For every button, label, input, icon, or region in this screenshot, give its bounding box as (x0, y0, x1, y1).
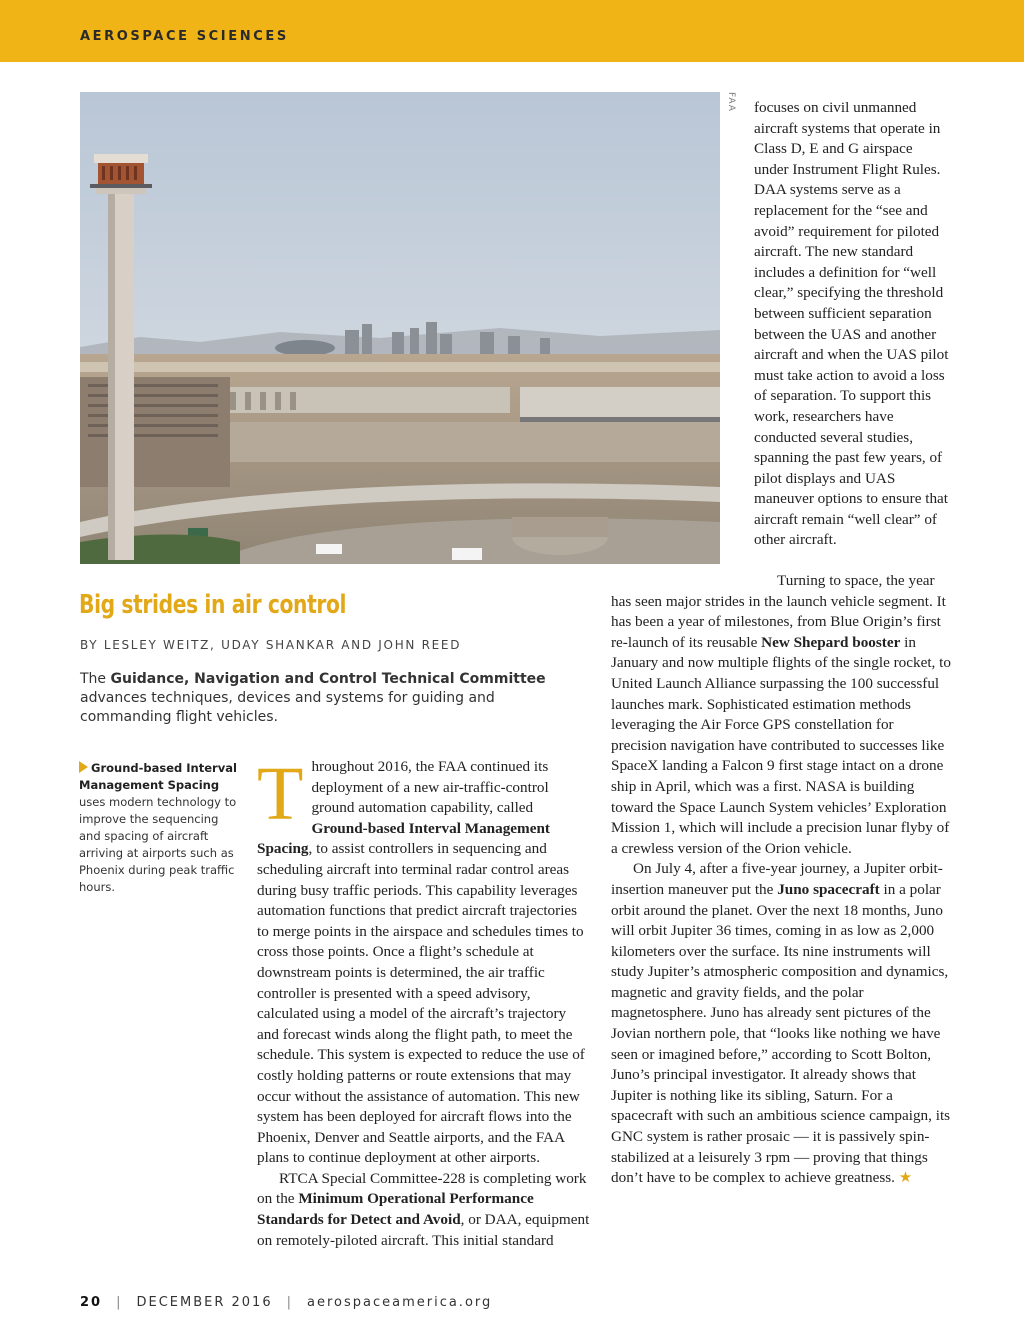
page-footer (80, 1295, 492, 1310)
dek-lead: The (80, 671, 111, 687)
website-link[interactable]: aerospaceamerica.org (307, 1295, 493, 1310)
p4-text-b: in a polar orbit around the planet. Over the next 18 months, Juno will orbit Jupiter 36 times, coming in as low as 2,000 kilometers over the surface. Its nine instruments will study Jupiter’s atmospheric composition and dynamics, magnetic and gravity fields, and the polar magnetosphere. Juno has already sent pictures of the Jovian northern pole, that “looks like nothing we have seen or imagined before,” according to Scott Bolton, Juno’s principal investigator. It already shows that Jupiter is nothing like its sibling, Saturn. For a spacecraft with such an ambitious science campaign, its GNC system is rather prosaic — it is passively spin-stabilized at a leisurely 3 rpm — proving that things don’t have to be complex to achieve greatness. (611, 880, 951, 1187)
article-column-right-bottom (611, 571, 951, 1189)
article-column-right-top (754, 98, 950, 551)
gims-term: Ground-based Interval Management Spacing (257, 819, 550, 858)
paragraph-2 (257, 1169, 590, 1251)
caption-bold: Ground-based Interval Management Spacing (79, 761, 237, 792)
article-dek (80, 670, 550, 727)
airport-tower-scene (80, 92, 720, 564)
juno-spacecraft-term: Juno spacecraft (777, 880, 880, 898)
dek-committee-name: Guidance, Navigation and Control Technical Committee (110, 671, 546, 687)
section-label: AEROSPACE SCIENCES (80, 29, 289, 44)
p2-text-b: , or DAA, equipment on remotely-piloted aircraft. This initial standard (257, 1211, 590, 1249)
caption-text: uses modern technology to improve the sequencing and spacing of aircraft arriving at airports such as Phoenix during peak traffic hours. (79, 795, 237, 894)
p1-text-a: hroughout 2016, the FAA continued its deployment of a new air-traffic-control ground automation capability, called (311, 758, 549, 817)
p3-text-b: in January and now multiple flights of the single rocket, to United Launch Alliance surpassing the 100 successful launches mark. Sophisticated estimation methods leveraging the Air Force GPS constellation for precision navigation have contributed to successes like SpaceX landing a Falcon 9 first stage intact on a drone ship in April, which was a first. NASA is building toward the Space Launch System vehicles’ Exploration Mission 1, which will include a precision lunar flyby of a crewless version of the Orion vehicle. (611, 633, 951, 857)
p2-text-a: RTCA Special Committee-228 is completing work on the (257, 1169, 587, 1208)
paragraph-1 (257, 752, 590, 1169)
page-number: 20 (80, 1295, 103, 1310)
article-column-left (257, 752, 590, 1251)
issue-date: DECEMBER 2016 (136, 1295, 273, 1310)
airport-photo (80, 92, 720, 564)
mops-daa-term: Minimum Operational Performance Standards for Detect and Avoid (257, 1190, 534, 1229)
drop-cap: T (257, 752, 304, 836)
paragraph-2-continued: focuses on civil unmanned aircraft systems that operate in Class D, E and G airspace under Instrument Flight Rules. DAA systems serve as a replacement for the “see and avoid” requirement for piloted aircraft. The new standard includes a definition for “well clear,” specifying the threshold between sufficient separation between the UAS and another aircraft and when the UAS pilot must take action to avoid a loss of separation. To support this work, researchers have conducted several studies, spanning the past few years, of pilot displays and UAS maneuver options to ensure that aircraft remain “well clear” of other aircraft. (754, 99, 949, 549)
dek-rest: advances techniques, devices and systems for guiding and commanding flight vehicles. (80, 690, 495, 725)
caption-triangle-icon (79, 761, 88, 773)
photo-caption-sidebar (79, 760, 239, 896)
article-headline: Big strides in air control (79, 590, 347, 620)
footer-separator: | (116, 1295, 123, 1310)
photo-credit: FAA (726, 92, 736, 112)
footer-separator: | (286, 1295, 293, 1310)
end-mark-star-icon: ★ (898, 1169, 913, 1187)
p3-text-a: Turning to space, the year has seen major strides in the launch vehicle segment. It has been a year of milestones, from Blue Origin’s first re-launch of its reusable (611, 572, 946, 651)
p4-text-a: On July 4, after a five-year journey, a Jupiter orbit-insertion maneuver put the (611, 860, 943, 898)
paragraph-4 (611, 859, 951, 1189)
article-byline: BY LESLEY WEITZ, UDAY SHANKAR AND JOHN REED (80, 638, 462, 652)
new-shepard-booster-term: New Shepard booster (761, 633, 901, 651)
p1-text-b: , to assist controllers in sequencing and scheduling aircraft into terminal radar control areas during busy traffic periods. This capability leverages automation functions that predict aircraft trajectories to merge points in the airspace and schedules times to cross those points. Once a flight’s schedule at downstream points is determined, the air traffic controller is presented with a speed advisory, calculated using a model of the aircraft’s trajectory and forecast winds along the flight path, to meet the schedule. This system is expected to reduce the use of costly holding patterns or route extensions that may occur without the assistance of automation. This new system has been deployed for aircraft flows into the Phoenix, Denver and Seattle airports, and the FAA plans to continue deployment at other airports. (257, 840, 585, 1167)
paragraph-3 (611, 571, 951, 859)
